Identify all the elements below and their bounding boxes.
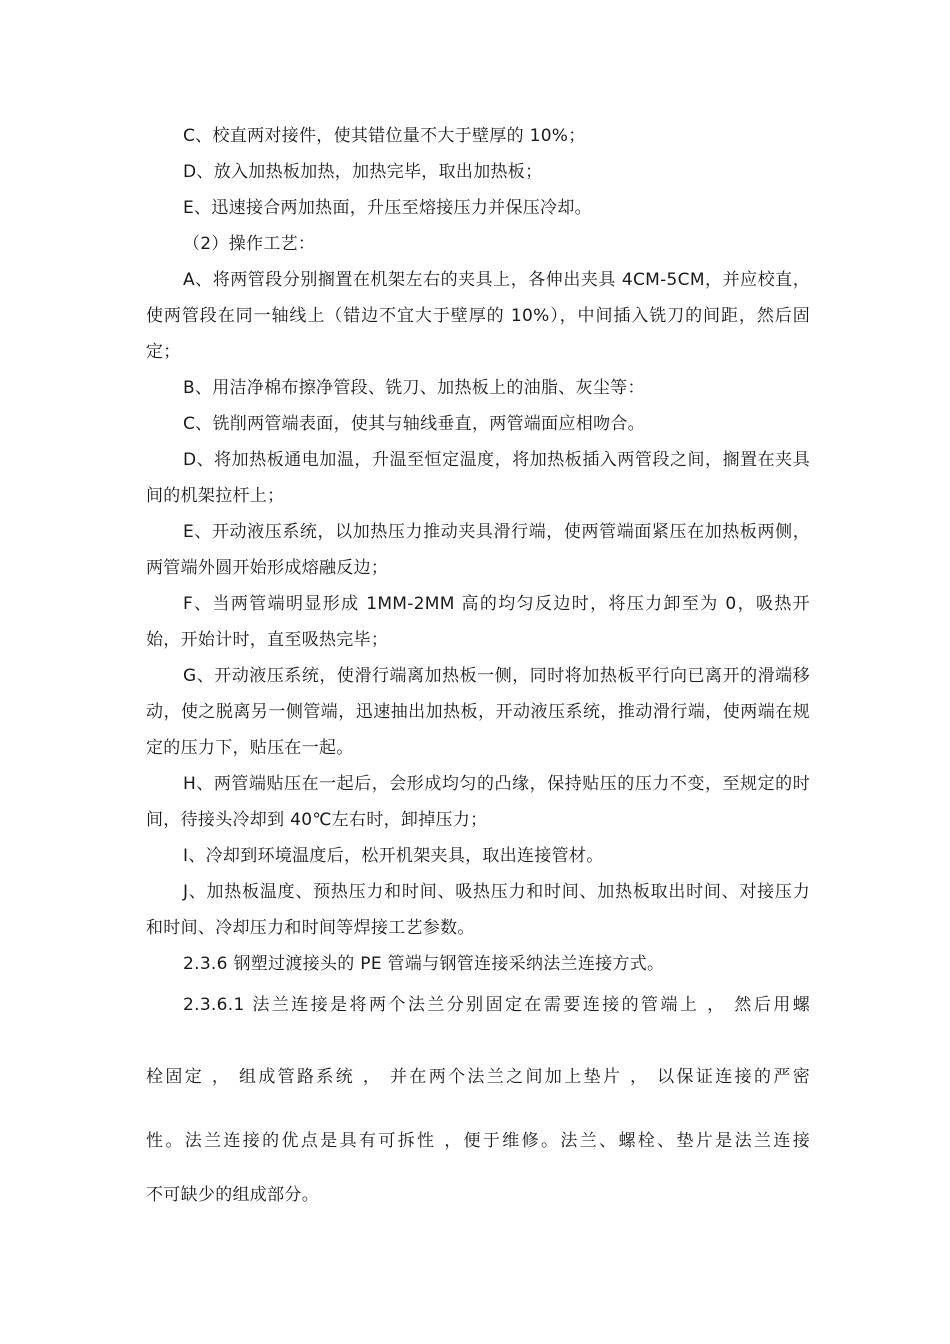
flange-line-1: 2.3.6.1 法兰连接是将两个法兰分别固定在需要连接的管端上 ， 然后用螺: [183, 995, 810, 1015]
flange-line-2: 栓固定 ， 组成管路系统 ， 并在两个法兰之间加上垫片 ， 以保证连接的严密: [146, 1067, 810, 1087]
operation-step-f: F、当两管端明显形成 1MM-2MM 高的均匀反边时，将压力卸至为 0，吸热开始，开始计时，直至吸热完毕；: [146, 594, 810, 650]
section-2-3-6: 2.3.6 钢塑过渡接头的 PE 管端与钢管连接采纳法兰连接方式。: [183, 954, 665, 974]
step-e-join: E、迅速接合两加热面，升压至熔接压力并保压冷却。: [183, 198, 592, 218]
operation-step-i: I、冷却到环境温度后，松开机架夹具，取出连接管材。: [183, 846, 604, 866]
flange-line-4: 不可缺少的组成部分。: [146, 1185, 319, 1205]
operation-step-e: E、开动液压系统，以加热压力推动夹具滑行端，使两管端面紧压在加热板两侧，两管端外圆开始形成熔融反边；: [146, 522, 810, 578]
operation-step-c: C、铣削两管端表面，使其与轴线垂直，两管端面应相吻合。: [183, 414, 645, 434]
operation-step-h: H、两管端贴压在一起后，会形成均匀的凸缘，保持贴压的压力不变，至规定的时间，待接头冷却到 40℃左右时，卸掉压力；: [146, 774, 810, 830]
operation-step-j: J、加热板温度、预热压力和时间、吸热压力和时间、加热板取出时间、对接压力和时间、冷却压力和时间等焊接工艺参数。: [146, 882, 810, 938]
step-c-align: C、校直两对接件，使其错位量不大于壁厚的 10%；: [183, 126, 586, 146]
operation-step-b: B、用洁净棉布擦净管段、铣刀、加热板上的油脂、灰尘等：: [183, 378, 645, 398]
operation-step-d: D、将加热板通电加温，升温至恒定温度，将加热板插入两管段之间，搁置在夹具间的机架拉杆上；: [146, 450, 810, 506]
step-d-heat: D、放入加热板加热，加热完毕，取出加热板；: [183, 162, 543, 182]
flange-line-3: 性。法兰连接的优点是具有可拆性 ，便于维修。法兰、螺栓、垫片是法兰连接: [146, 1131, 810, 1151]
section-heading-operation: （2）操作工艺：: [183, 234, 316, 254]
operation-step-g: G、开动液压系统，使滑行端离加热板一侧，同时将加热板平行向已离开的滑端移动，使之脱离另一侧管端，迅速抽出加热板，开动液压系统，推动滑行端，使两端在规定的压力下，贴压在一起。: [146, 666, 810, 758]
operation-step-a: A、将两管段分别搁置在机架左右的夹具上，各伸出夹具 4CM-5CM，并应校直，使两管段在同一轴线上（错边不宜大于壁厚的 10%），中间插入铣刀的间距，然后固定；: [146, 270, 810, 362]
